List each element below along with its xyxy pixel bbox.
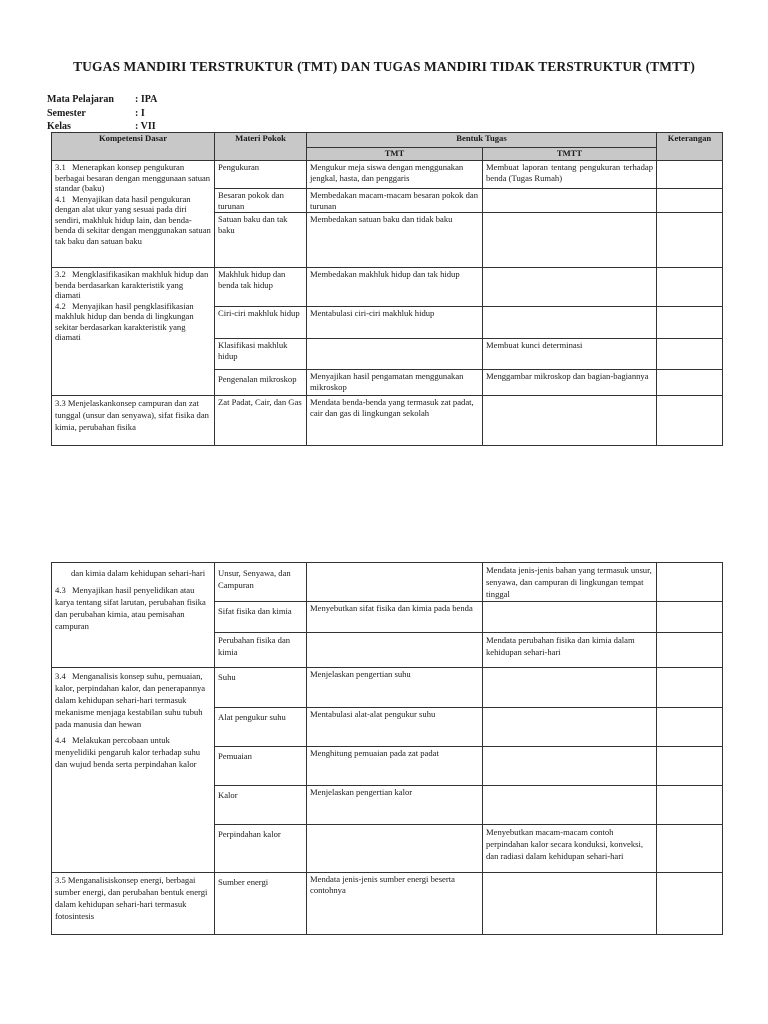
keterangan-cell [657, 786, 723, 825]
kd-cell [52, 563, 215, 668]
header-materi-pokok: Materi Pokok [215, 133, 307, 161]
header-tmtt: TMTT [483, 148, 657, 161]
header-keterangan: Keterangan [657, 133, 723, 161]
keterangan-cell [657, 873, 723, 935]
materi-cell: Pengenalan mikroskop [215, 370, 307, 396]
keterangan-cell [657, 339, 723, 370]
tmtt-cell: Menyebutkan macam-macam contoh perpindahan kalor secara konduksi, konveksi, dan radiasi dalam kehidupan sehari-hari [483, 825, 657, 873]
kd-item: 4.4 Melakukan percobaan untuk menyelidiki pengaruh kalor terhadap suhu dan wujud benda serta perpindahan kalor [55, 735, 201, 769]
keterangan-cell [657, 747, 723, 786]
info-row-semester [47, 107, 157, 121]
keterangan-cell [657, 602, 723, 633]
materi-cell: Pemuaian [215, 747, 307, 786]
header-kompetensi-dasar: Kompetensi Dasar [52, 133, 215, 161]
task-table-part-1 [51, 132, 723, 446]
materi-cell: Unsur, Senyawa, dan Campuran [215, 563, 307, 602]
keterangan-cell [657, 396, 723, 446]
tmtt-cell [483, 602, 657, 633]
kd-item: 4.1 Menyajikan data hasil pengukuran dengan alat ukur yang sesuai pada diri sendiri, makhluk hidup lain, dan benda-benda di sekitar dengan menggunakan satuan tak baku dan satuan baku [55, 193, 211, 246]
tmtt-cell: Membuat laporan tentang pengukuran terhadap benda (Tugas Rumah) [483, 161, 657, 189]
tmt-cell: Menyebutkan sifat fisika dan kimia pada benda [307, 602, 483, 633]
table-row [52, 268, 723, 307]
tmt-cell [307, 339, 483, 370]
kd-cell [52, 668, 215, 873]
materi-cell: Perubahan fisika dan kimia [215, 633, 307, 668]
tmtt-cell: Mendata perubahan fisika dan kimia dalam kehidupan sehari-hari [483, 633, 657, 668]
tmtt-cell [483, 213, 657, 268]
tmt-cell: Mentabulasi ciri-ciri makhluk hidup [307, 307, 483, 339]
info-row-subject [47, 93, 157, 107]
table-row [52, 161, 723, 189]
materi-cell: Sumber energi [215, 873, 307, 935]
tmtt-cell [483, 307, 657, 339]
tmtt-cell [483, 786, 657, 825]
document-info [47, 93, 157, 134]
kd-cell [52, 268, 215, 396]
materi-cell: Kalor [215, 786, 307, 825]
tmt-cell: Membedakan macam-macam besaran pokok dan turunan [307, 189, 483, 213]
materi-cell: Klasifikasi makhluk hidup [215, 339, 307, 370]
kd-item: 3.1 Menerapkan konsep pengukuran berbagai besaran dengan menggunaan satuan standar (baku) [55, 162, 211, 193]
keterangan-cell [657, 633, 723, 668]
keterangan-cell [657, 668, 723, 708]
header-tmt: TMT [307, 148, 483, 161]
tmt-cell: Membedakan satuan baku dan tidak baku [307, 213, 483, 268]
kd-item: 4.2 Menyajikan hasil pengklasifikasian makhluk hidup dan benda di lingkungan sekitar berdasarkan karakteristik yang diamati [55, 300, 194, 342]
kd-continuation: dan kimia dalam kehidupan sehari-hari [71, 568, 206, 578]
tmtt-cell: Mendata jenis-jenis bahan yang termasuk unsur, senyawa, dan campuran di lingkungan tempat tinggal [483, 563, 657, 602]
table-row [52, 668, 723, 708]
materi-cell: Pengukuran [215, 161, 307, 189]
keterangan-cell [657, 307, 723, 339]
materi-cell: Besaran pokok dan turunan [215, 189, 307, 213]
tmt-cell: Mengukur meja siswa dengan menggunakan jengkal, hasta, dan penggaris [307, 161, 483, 189]
table-row [52, 396, 723, 446]
materi-cell: Ciri-ciri makhluk hidup [215, 307, 307, 339]
materi-cell: Makhluk hidup dan benda tak hidup [215, 268, 307, 307]
tmtt-cell [483, 708, 657, 747]
keterangan-cell [657, 563, 723, 602]
kd-item: 4.3 Menyajikan hasil penyelidikan atau karya tentang sifat larutan, perubahan fisika dan perubahan kimia, atau pemisahan campuran [55, 585, 206, 631]
kd-cell: 3.5 Menganalisiskonsep energi, berbagai sumber energi, dan perubahan bentuk energi dalam kehidupan sehari-hari termasuk fotosintesis [52, 873, 215, 935]
tmt-cell: Menghitung pemuaian pada zat padat [307, 747, 483, 786]
materi-cell: Perpindahan kalor [215, 825, 307, 873]
task-table-part-2 [51, 562, 723, 935]
kd-cell: 3.3 Menjelaskankonsep campuran dan zat tunggal (unsur dan senyawa), sifat fisika dan kimia, perubahan fisika [52, 396, 215, 446]
table-row [52, 563, 723, 602]
page-title: TUGAS MANDIRI TERSTRUKTUR (TMT) DAN TUGAS MANDIRI TIDAK TERSTRUKTUR (TMTT) [73, 59, 695, 74]
keterangan-cell [657, 189, 723, 213]
info-label: Kelas [47, 121, 71, 132]
tmt-cell: Mendata jenis-jenis sumber energi beserta contohnya [307, 873, 483, 935]
tmtt-cell [483, 396, 657, 446]
tmtt-cell [483, 747, 657, 786]
keterangan-cell [657, 825, 723, 873]
keterangan-cell [657, 213, 723, 268]
tmt-cell: Membedakan makhluk hidup dan tak hidup [307, 268, 483, 307]
kd-item: 3.4 Menganalisis konsep suhu, pemuaian, kalor, perpindahan kalor, dan penerapannya dalam kehidupan sehari-hari termasuk mekanisme menjaga kestabilan suhu tubuh pada manusia dan hewan [55, 671, 206, 729]
kd-item: 3.2 Mengklasifikasikan makhluk hidup dan benda berdasarkan karakteristik yang diamati [55, 269, 209, 300]
tmt-cell [307, 633, 483, 668]
tmtt-cell [483, 668, 657, 708]
info-value: : I [135, 107, 145, 119]
info-value: : IPA [135, 94, 158, 105]
tmt-cell: Menyajikan hasil pengamatan menggunakan mikroskop [307, 370, 483, 396]
tmtt-cell: Menggambar mikroskop dan bagian-bagiannya [483, 370, 657, 396]
materi-cell: Alat pengukur suhu [215, 708, 307, 747]
tmtt-cell: Membuat kunci determinasi [483, 339, 657, 370]
materi-cell: Zat Padat, Cair, dan Gas [215, 396, 307, 446]
tmtt-cell [483, 268, 657, 307]
materi-cell: Sifat fisika dan kimia [215, 602, 307, 633]
keterangan-cell [657, 161, 723, 189]
keterangan-cell [657, 268, 723, 307]
info-label: Mata Pelajaran [47, 94, 114, 105]
table-row [52, 873, 723, 935]
tmt-cell: Menjelaskan pengertian suhu [307, 668, 483, 708]
tmtt-cell [483, 873, 657, 935]
tmt-cell: Menjelaskan pengertian kalor [307, 786, 483, 825]
header-bentuk-tugas: Bentuk Tugas [307, 133, 657, 148]
materi-cell: Suhu [215, 668, 307, 708]
tmt-cell [307, 825, 483, 873]
keterangan-cell [657, 370, 723, 396]
info-label: Semester [47, 107, 86, 119]
tmt-cell [307, 563, 483, 602]
tmt-cell: Mendata benda-benda yang termasuk zat padat, cair dan gas di lingkungan sekolah [307, 396, 483, 446]
keterangan-cell [657, 708, 723, 747]
materi-cell: Satuan baku dan tak baku [215, 213, 307, 268]
tmtt-cell [483, 189, 657, 213]
kd-cell [52, 161, 215, 268]
info-value: : VII [135, 121, 156, 132]
tmt-cell: Mentabulasi alat-alat pengukur suhu [307, 708, 483, 747]
